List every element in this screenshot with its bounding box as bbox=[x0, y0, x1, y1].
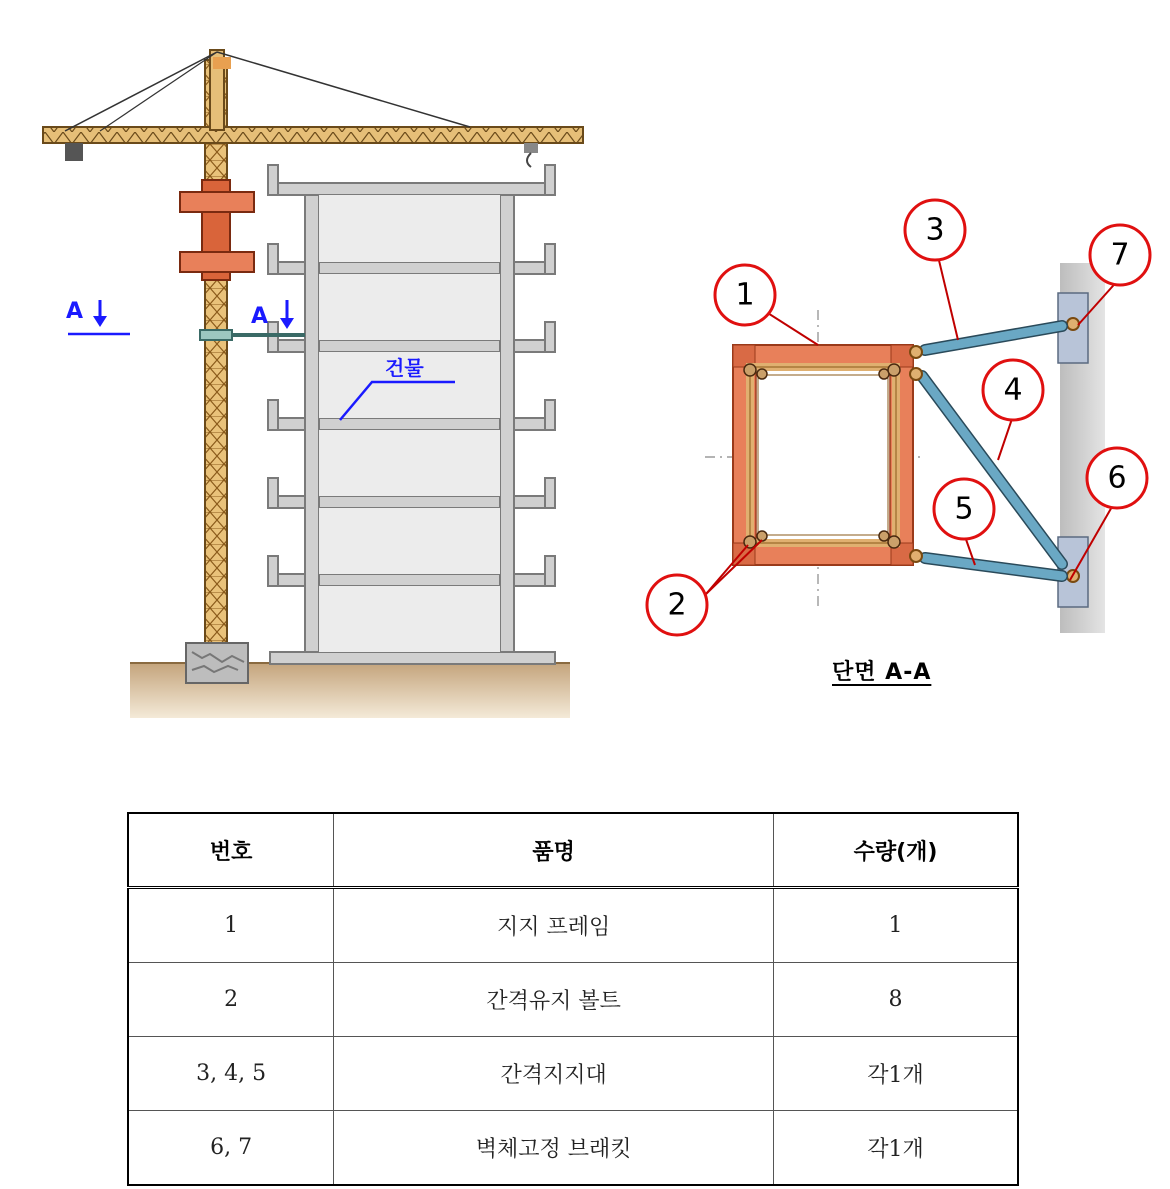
callout-7 bbox=[1090, 225, 1150, 285]
svg-text:A: A bbox=[251, 304, 269, 329]
table-row bbox=[128, 888, 1018, 963]
cell-no: 1 bbox=[128, 888, 334, 963]
cell-no: 6, 7 bbox=[128, 1111, 334, 1186]
cell-no: 2 bbox=[128, 963, 334, 1037]
callout-5 bbox=[934, 479, 994, 539]
section-caption: 단면 A-A bbox=[832, 660, 932, 685]
wall-tie-strut bbox=[200, 330, 305, 340]
table-row bbox=[128, 1111, 1018, 1186]
section-marker-left bbox=[66, 299, 130, 334]
section-a-a-diagram bbox=[600, 180, 1160, 650]
header-no: 번호 bbox=[128, 813, 334, 888]
table-header-row bbox=[128, 813, 1018, 888]
svg-text:A: A bbox=[66, 299, 84, 324]
cell-qty: 각1개 bbox=[774, 1037, 1019, 1111]
cell-qty: 각1개 bbox=[774, 1111, 1019, 1186]
table-row bbox=[128, 963, 1018, 1037]
header-qty: 수량(개) bbox=[774, 813, 1019, 888]
svg-text:6: 6 bbox=[1107, 460, 1127, 496]
cell-name: 지지 프레임 bbox=[334, 888, 774, 963]
crane-jib bbox=[43, 50, 583, 167]
svg-text:건물: 건물 bbox=[385, 356, 424, 380]
svg-text:2: 2 bbox=[667, 587, 687, 623]
callout-1 bbox=[715, 265, 775, 325]
cell-qty: 8 bbox=[774, 963, 1019, 1037]
svg-text:3: 3 bbox=[925, 212, 945, 248]
callout-6 bbox=[1087, 448, 1147, 508]
cell-qty: 1 bbox=[774, 888, 1019, 963]
cell-no: 3, 4, 5 bbox=[128, 1037, 334, 1111]
svg-text:7: 7 bbox=[1110, 237, 1130, 273]
svg-text:5: 5 bbox=[954, 491, 974, 527]
spacer-struts bbox=[910, 326, 1062, 576]
header-name: 품명 bbox=[334, 813, 774, 888]
building bbox=[268, 165, 555, 664]
svg-text:1: 1 bbox=[735, 277, 755, 313]
parts-table bbox=[127, 812, 1019, 1186]
cell-name: 간격지지대 bbox=[334, 1037, 774, 1111]
callout-4 bbox=[983, 360, 1043, 420]
table-row bbox=[128, 1037, 1018, 1111]
cell-name: 간격유지 볼트 bbox=[334, 963, 774, 1037]
crane-building-elevation bbox=[0, 0, 600, 730]
svg-text:4: 4 bbox=[1003, 372, 1023, 408]
cell-name: 벽체고정 브래킷 bbox=[334, 1111, 774, 1186]
crane-mast bbox=[180, 60, 254, 683]
callout-3 bbox=[905, 200, 965, 260]
callout-2 bbox=[647, 575, 707, 635]
